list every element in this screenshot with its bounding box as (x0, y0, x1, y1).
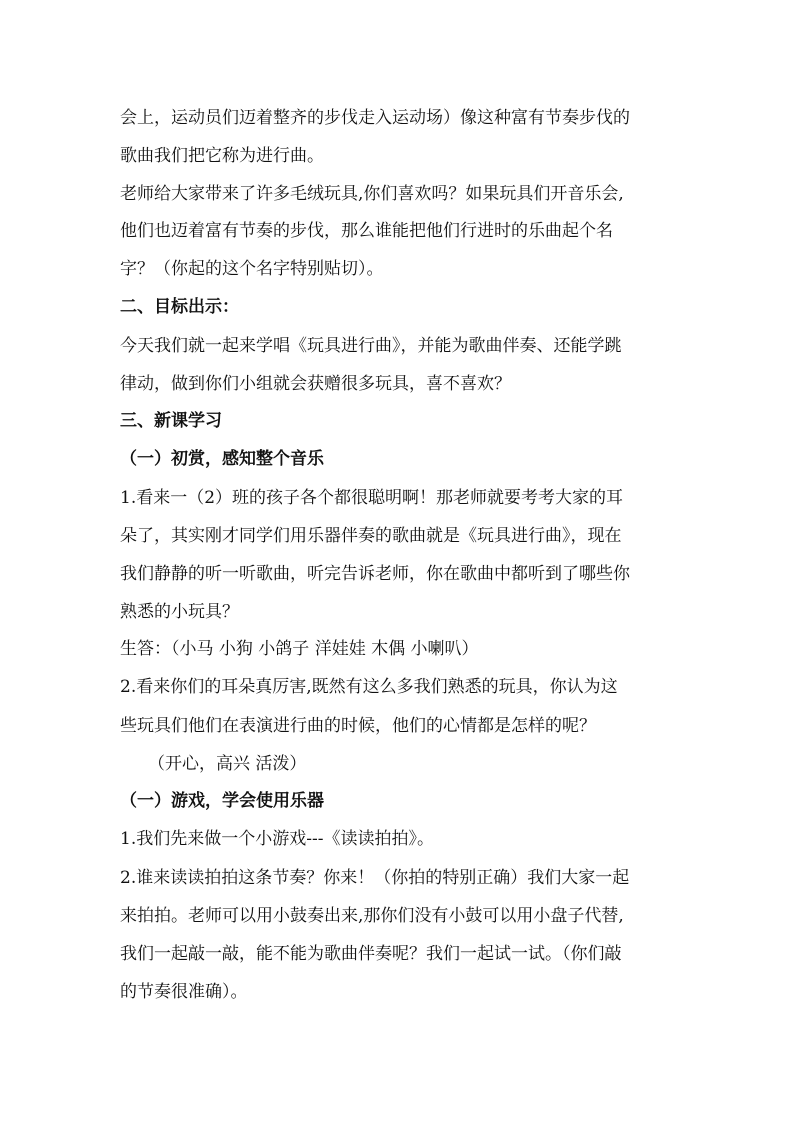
paragraph-line: 今天我们就一起来学唱《玩具进行曲》，并能为歌曲伴奏、还能学跳 (120, 336, 622, 356)
paragraph-line: 来拍拍。老师可以用小鼓奏出来,那你们没有小鼓可以用小盘子代替, (120, 906, 624, 926)
section-heading: 二、目标出示： (120, 297, 239, 317)
section-heading: 三、新课学习 (120, 411, 222, 431)
paragraph-line: 律动，做到你们小组就会获赠很多玩具，喜不喜欢？ (120, 374, 511, 394)
paragraph-line: （开心，高兴 活泼） (148, 754, 307, 774)
subsection-heading: （一）游戏，学会使用乐器 (120, 791, 324, 811)
paragraph-line: 2.看来你们的耳朵真厉害,既然有这么多我们熟悉的玩具，你认为这 (120, 677, 618, 697)
paragraph-line: 我们静静的听一听歌曲，听完告诉老师，你在歌曲中都听到了哪些你 (120, 564, 630, 584)
paragraph-line: 些玩具们他们在表演进行曲的时候，他们的心情都是怎样的呢？ (120, 716, 596, 736)
paragraph-line: 我们一起敲一敲，能不能为歌曲伴奏呢？我们一起试一试。（你们敲 (120, 944, 622, 964)
paragraph-line: 朵了，其实刚才同学们用乐器伴奏的歌曲就是《玩具进行曲》，现在 (120, 526, 622, 546)
paragraph-line: 生答：（小马 小狗 小鸽子 洋娃娃 木偶 小喇叭） (120, 639, 479, 659)
paragraph-line: 老师给大家带来了许多毛绒玩具,你们喜欢吗？如果玩具们开音乐会, (120, 184, 624, 204)
paragraph-line: 他们也迈着富有节奏的步伐，那么谁能把他们行进时的乐曲起个名 (120, 221, 613, 241)
paragraph-line: 1.看来一（2）班的孩子各个都很聪明啊！那老师就要考考大家的耳 (120, 488, 624, 508)
paragraph-line: 会上，运动员们迈着整齐的步伐走入运动场）像这种富有节奏步伐的 (120, 108, 630, 128)
subsection-heading: （一）初赏，感知整个音乐 (120, 449, 324, 469)
paragraph-line: 1.我们先来做一个小游戏---《读读拍拍》。 (120, 829, 434, 849)
paragraph-line: 字？（你起的这个名字特别贴切）。 (120, 259, 384, 279)
paragraph-line: 歌曲我们把它称为进行曲。 (120, 146, 324, 166)
paragraph-line: 2.谁来读读拍拍这条节奏？你来！（你拍的特别正确）我们大家一起 (120, 868, 630, 888)
paragraph-line: 熟悉的小玩具？ (120, 602, 239, 622)
paragraph-line: 的节奏很准确）。 (120, 982, 248, 1002)
